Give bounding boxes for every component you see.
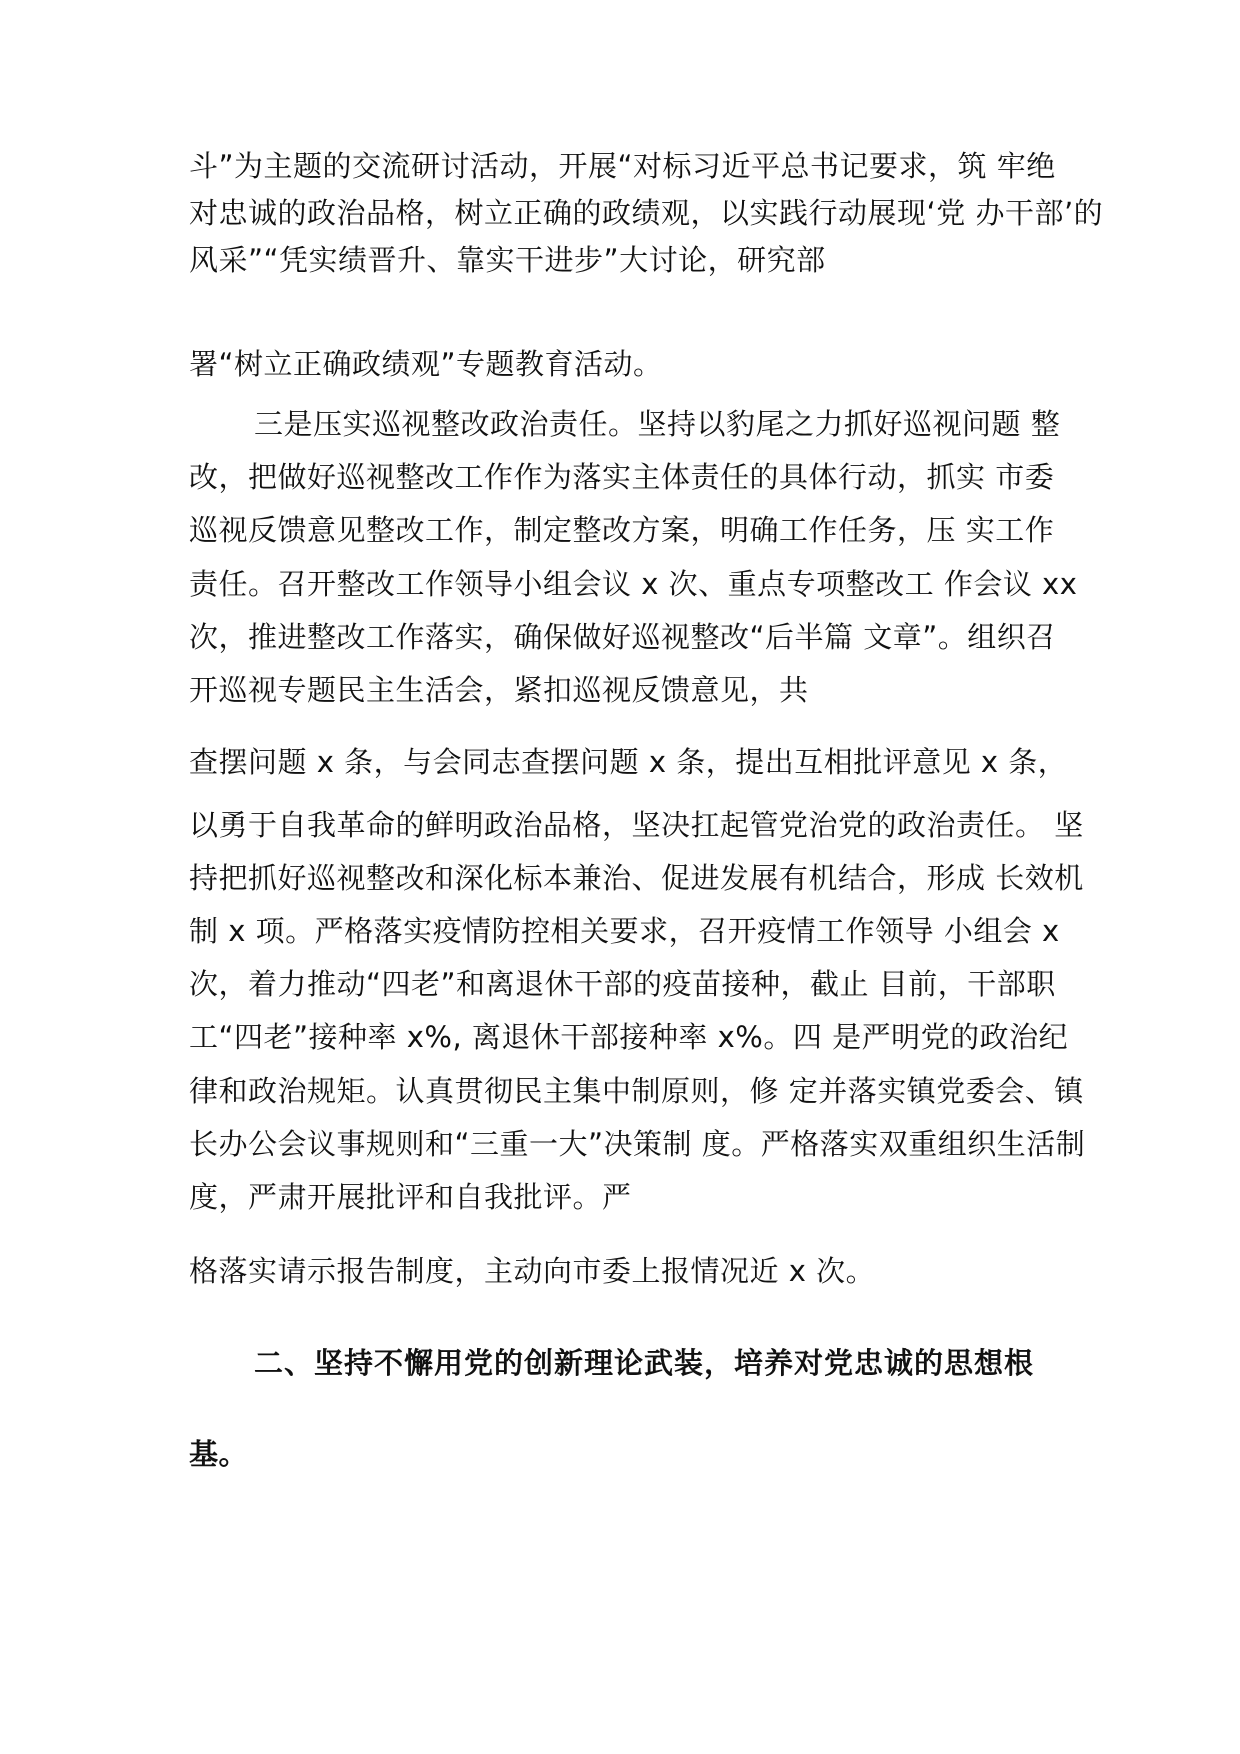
text-line: 持把抓好巡视整改和深化标本兼治、促进发展有机结合，形成 长效机	[189, 861, 1084, 895]
text-line: 对忠诚的政治品格，树立正确的政绩观，以实践行动展现‘党 办干部’的	[189, 196, 1104, 230]
text-line: 责任。召开整改工作领导小组会议 x 次、重点专项整改工 作会议 xx	[189, 567, 1078, 601]
text-line: 长办公会议事规则和“三重一大”决策制 度。严格落实双重组织生活制	[189, 1127, 1086, 1161]
text-line: 度，严肃开展批评和自我批评。严	[189, 1180, 632, 1214]
text-line: 次，推进整改工作落实，确保做好巡视整改“后半篇 文章”。组织召	[189, 620, 1056, 654]
text-line: 开巡视专题民主生活会，紧扣巡视反馈意见，共	[189, 673, 809, 707]
text-line: 工“四老”接种率 x%, 离退休干部接种率 x%。四 是严明党的政治纪	[189, 1020, 1069, 1054]
text-line: 三是压实巡视整改政治责任。坚持以豹尾之力抓好巡视问题 整	[254, 407, 1061, 441]
text-line: 以勇于自我革命的鲜明政治品格，坚决扛起管党治党的政治责任。 坚	[189, 808, 1084, 842]
text-line: 次，着力推动“四老”和离退休干部的疫苗接种，截止 目前，干部职	[189, 967, 1056, 1001]
text-line: 制 x 项。严格落实疫情防控相关要求，召开疫情工作领导 小组会 x	[189, 914, 1060, 948]
text-line: 律和政治规矩。认真贯彻民主集中制原则，修 定并落实镇党委会、镇	[189, 1074, 1084, 1108]
text-line: 改，把做好巡视整改工作作为落实主体责任的具体行动，抓实 市委	[189, 460, 1055, 494]
section-heading-tail: 基。	[189, 1437, 249, 1471]
text-line: 署“树立正确政绩观”专题教育活动。	[189, 347, 663, 381]
section-heading: 二、坚持不懈用党的创新理论武装，培养对党忠诚的思想根	[254, 1346, 1035, 1380]
text-line: 斗”为主题的交流研讨活动，开展“对标习近平总书记要求，筑 牢绝	[189, 149, 1056, 183]
text-line: 风采”“凭实绩晋升、靠实干进步”大讨论，研究部	[189, 243, 826, 277]
text-line: 格落实请示报告制度，主动向市委上报情况近 x 次。	[189, 1254, 876, 1288]
text-line: 巡视反馈意见整改工作，制定整改方案，明确工作任务，压 实工作	[189, 513, 1055, 547]
text-line: 查摆问题 x 条，与会同志查摆问题 x 条，提出互相批评意见 x 条，	[189, 745, 1068, 779]
